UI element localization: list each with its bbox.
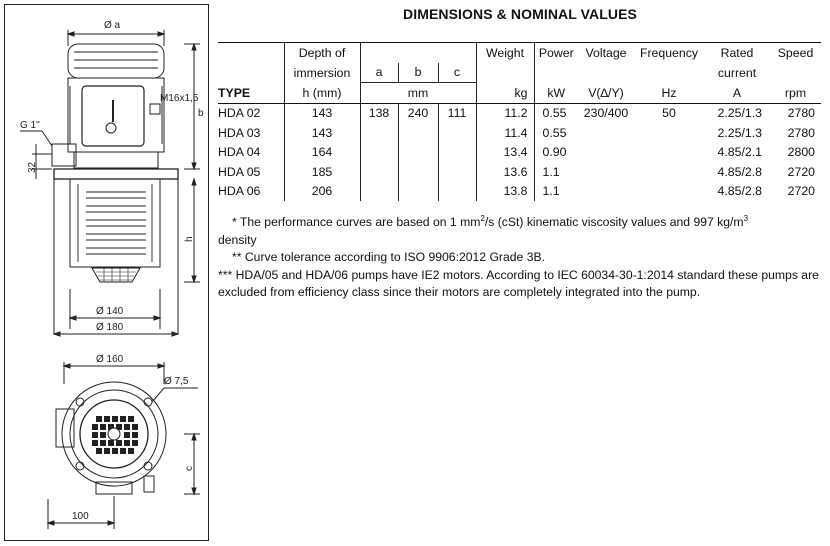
header-cell: c [438,63,476,83]
header-cell [398,43,438,63]
dim-32-label: 32 [27,161,38,173]
inlet-label: G 1" [20,120,40,131]
header-cell: Depth of [284,43,360,63]
page-title: DIMENSIONS & NOMINAL VALUES [403,6,637,22]
cell [634,182,704,202]
cell: 4.85/2.1 [717,145,762,160]
header-cell: Speed [770,43,821,63]
dim-7-5-label: Ø 7,5 [164,376,189,387]
header-cell: mm [360,83,476,104]
cell [634,143,704,163]
cell: 11.2 [476,103,534,123]
note-text: * The performance curves are based on 1 mm [232,215,481,229]
cell: 164 [284,143,360,163]
table-row [218,143,821,163]
nominal-values-table [218,42,821,201]
header-cell: kW [534,83,578,104]
table-row [218,182,821,202]
header-cell: immersion [284,63,360,83]
header-row-2 [218,63,821,83]
cell [360,123,398,143]
header-cell: Frequency [634,43,704,63]
header-cell: Power [534,43,578,63]
table-row [218,162,821,182]
cell [438,123,476,143]
header-cell: TYPE [218,83,284,104]
header-cell: a [360,63,398,83]
cell [634,123,704,143]
header-cell [534,63,578,83]
cell: 2780 [787,106,815,121]
cell: 2.25/1.3 [717,125,762,140]
header-cell: A [704,83,770,104]
cell [398,182,438,202]
cell: 4.85/2.8 [717,184,762,199]
thread-label: M16x1,5 [160,93,199,104]
cell: HDA 06 [218,184,261,199]
dim-100-label: 100 [72,511,89,522]
cell: 185 [284,162,360,182]
header-cell: h (mm) [284,83,360,104]
cell: 143 [284,103,360,123]
dim-160-label: Ø 160 [96,354,124,365]
header-cell [360,43,398,63]
cell: 206 [284,182,360,202]
note-motors: *** HDA/05 and HDA/06 pumps have IE2 motors. According to IEC 60034-30-1:2014 standard these pumps are excluded from efficiency class since their motors are completely integrated into the pump. [218,267,819,299]
cell: 13.4 [476,143,534,163]
header-cell: kg [476,83,534,104]
header-cell [438,43,476,63]
cell: HDA 03 [218,125,261,140]
outlet-port [52,144,76,166]
header-cell: current [717,65,757,80]
note-tolerance: ** Curve tolerance according to ISO 9906:2012 Grade 3B. [232,250,546,264]
header-row-1 [218,43,821,63]
cell [578,182,634,202]
header-cell [218,43,284,63]
cell: 1.1 [534,162,578,182]
note-text: /s (cSt) kinematic viscosity values and 997 kg/m [484,215,744,229]
table-row [218,123,821,143]
cell: 111 [438,103,476,123]
cell: 2800 [787,145,815,160]
cell: 0.90 [534,143,578,163]
cell [438,162,476,182]
cell: 240 [398,103,438,123]
superscript: 3 [743,214,749,223]
header-cell: b [398,63,438,83]
dim-140-label: Ø 140 [96,306,124,317]
cell: 0.55 [534,103,578,123]
header-cell: V(∆/Y) [578,83,634,104]
cell: 2780 [787,125,815,140]
header-cell: rpm [770,83,821,104]
footnotes [218,210,822,302]
cell: 2720 [787,184,815,199]
cell: 1.1 [534,182,578,202]
dim-h-label: h [184,236,195,242]
dim-b-label: b [198,108,204,119]
cell [398,162,438,182]
cell: 230/400 [583,106,629,121]
cell [438,182,476,202]
header-cell: Weight [476,43,534,63]
cell [360,162,398,182]
cell: 2720 [787,164,815,179]
header-cell: Rated [704,43,770,63]
note-viscosity [218,210,822,232]
cell: 11.4 [476,123,534,143]
header-row-3 [218,83,821,104]
cable-gland [150,104,160,114]
header-cell [476,63,534,83]
dim-c-label: c [184,466,195,471]
cell [360,182,398,202]
cell: 4.85/2.8 [717,164,762,179]
header-cell [578,63,634,83]
cell [578,143,634,163]
cell: HDA 05 [218,164,261,179]
header-cell [218,63,284,83]
superscript: 2 [480,214,485,223]
header-cell: Hz [634,83,704,104]
motor-top [68,44,164,78]
header-cell [770,63,821,83]
cell: HDA 02 [218,106,261,121]
cell: 143 [284,123,360,143]
cell [398,143,438,163]
cell: 13.8 [476,182,534,202]
technical-drawing [4,4,209,541]
cell [634,162,704,182]
note-density: density [218,232,257,247]
cell: 2.25/1.3 [717,106,762,121]
cell [438,143,476,163]
cell [578,123,634,143]
cell: 138 [360,103,398,123]
cell [578,162,634,182]
cell: 13.6 [476,162,534,182]
cell: 50 [662,106,676,121]
dim-180-label: Ø 180 [96,322,124,333]
cell [360,143,398,163]
header-cell [634,63,704,83]
table-row [218,103,821,123]
cell: HDA 04 [218,145,261,160]
header-cell: Voltage [578,43,634,63]
dim-a-label: Ø a [104,20,121,31]
cell: 0.55 [534,123,578,143]
cell [398,123,438,143]
mounting-plate [54,169,178,179]
